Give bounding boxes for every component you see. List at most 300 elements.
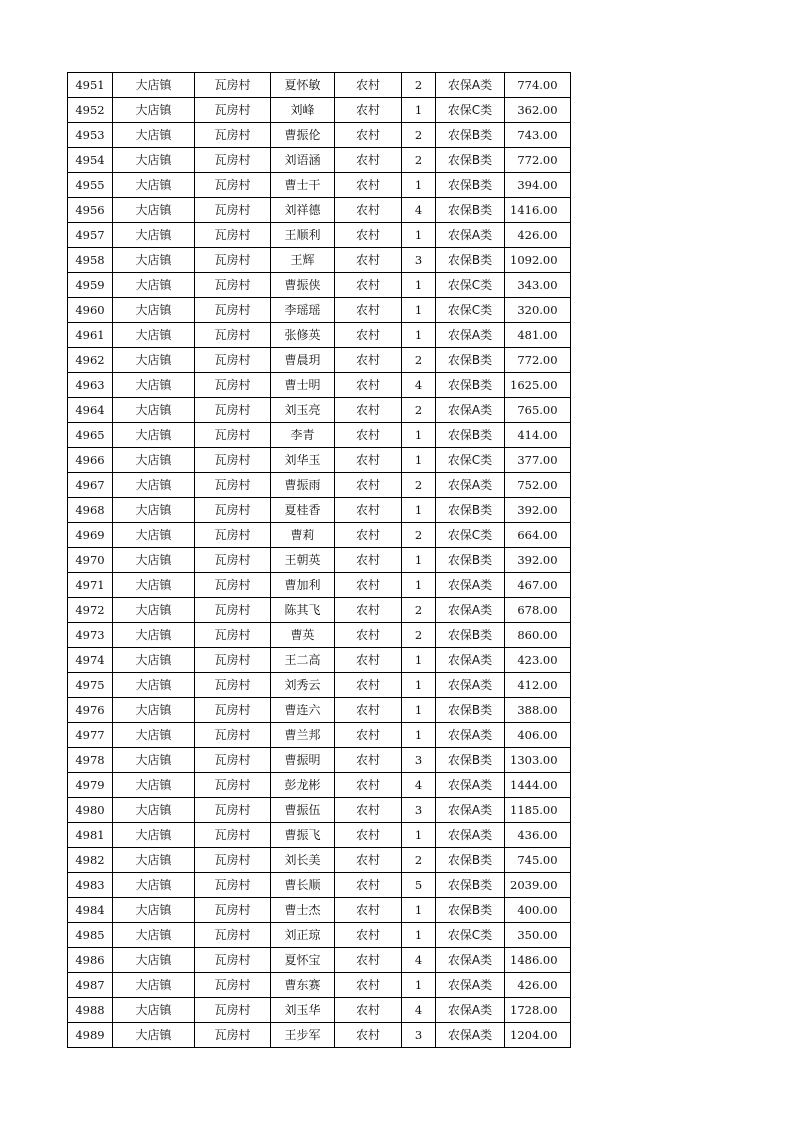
table-row xyxy=(68,423,571,448)
cell-amount: 743.00 xyxy=(505,123,571,148)
cell-member-count: 3 xyxy=(402,748,436,773)
table-row xyxy=(68,548,571,573)
cell-town: 大店镇 xyxy=(113,448,195,473)
table-row xyxy=(68,573,571,598)
cell-amount: 423.00 xyxy=(505,648,571,673)
table-row xyxy=(68,973,571,998)
cell-household-type: 农村 xyxy=(335,498,402,523)
cell-member-count: 4 xyxy=(402,373,436,398)
cell-member-count: 1 xyxy=(402,548,436,573)
cell-amount: 406.00 xyxy=(505,723,571,748)
cell-village: 瓦房村 xyxy=(195,223,271,248)
cell-name: 曹士杰 xyxy=(271,898,335,923)
cell-amount: 392.00 xyxy=(505,548,571,573)
cell-town: 大店镇 xyxy=(113,123,195,148)
cell-id: 4969 xyxy=(68,523,113,548)
cell-name: 王步军 xyxy=(271,1023,335,1048)
cell-village: 瓦房村 xyxy=(195,298,271,323)
cell-member-count: 1 xyxy=(402,648,436,673)
cell-village: 瓦房村 xyxy=(195,423,271,448)
cell-member-count: 2 xyxy=(402,473,436,498)
table-row xyxy=(68,198,571,223)
cell-amount: 678.00 xyxy=(505,598,571,623)
cell-category: 农保C类 xyxy=(436,298,505,323)
cell-town: 大店镇 xyxy=(113,648,195,673)
cell-name: 曹连六 xyxy=(271,698,335,723)
cell-amount: 1185.00 xyxy=(505,798,571,823)
cell-name: 刘华玉 xyxy=(271,448,335,473)
cell-household-type: 农村 xyxy=(335,1023,402,1048)
cell-id: 4970 xyxy=(68,548,113,573)
cell-category: 农保A类 xyxy=(436,648,505,673)
cell-village: 瓦房村 xyxy=(195,473,271,498)
cell-category: 农保A类 xyxy=(436,673,505,698)
cell-id: 4979 xyxy=(68,773,113,798)
cell-household-type: 农村 xyxy=(335,148,402,173)
cell-amount: 1625.00 xyxy=(505,373,571,398)
cell-name: 曹振雨 xyxy=(271,473,335,498)
cell-amount: 1486.00 xyxy=(505,948,571,973)
cell-household-type: 农村 xyxy=(335,823,402,848)
cell-member-count: 3 xyxy=(402,248,436,273)
cell-category: 农保A类 xyxy=(436,73,505,98)
cell-household-type: 农村 xyxy=(335,573,402,598)
cell-name: 刘语涵 xyxy=(271,148,335,173)
cell-amount: 745.00 xyxy=(505,848,571,873)
cell-amount: 394.00 xyxy=(505,173,571,198)
cell-village: 瓦房村 xyxy=(195,373,271,398)
cell-village: 瓦房村 xyxy=(195,323,271,348)
cell-town: 大店镇 xyxy=(113,173,195,198)
cell-name: 刘秀云 xyxy=(271,673,335,698)
cell-amount: 467.00 xyxy=(505,573,571,598)
cell-member-count: 1 xyxy=(402,223,436,248)
cell-id: 4987 xyxy=(68,973,113,998)
cell-household-type: 农村 xyxy=(335,298,402,323)
cell-category: 农保C类 xyxy=(436,523,505,548)
cell-id: 4957 xyxy=(68,223,113,248)
cell-town: 大店镇 xyxy=(113,273,195,298)
cell-town: 大店镇 xyxy=(113,1023,195,1048)
cell-town: 大店镇 xyxy=(113,973,195,998)
cell-member-count: 2 xyxy=(402,398,436,423)
cell-category: 农保A类 xyxy=(436,823,505,848)
cell-amount: 426.00 xyxy=(505,223,571,248)
cell-category: 农保B类 xyxy=(436,898,505,923)
cell-member-count: 1 xyxy=(402,898,436,923)
cell-amount: 436.00 xyxy=(505,823,571,848)
cell-town: 大店镇 xyxy=(113,148,195,173)
cell-id: 4962 xyxy=(68,348,113,373)
cell-id: 4973 xyxy=(68,623,113,648)
cell-member-count: 1 xyxy=(402,973,436,998)
cell-town: 大店镇 xyxy=(113,873,195,898)
cell-id: 4984 xyxy=(68,898,113,923)
cell-household-type: 农村 xyxy=(335,373,402,398)
cell-member-count: 4 xyxy=(402,998,436,1023)
table-row xyxy=(68,273,571,298)
table-row xyxy=(68,873,571,898)
cell-household-type: 农村 xyxy=(335,348,402,373)
table-row xyxy=(68,98,571,123)
cell-category: 农保B类 xyxy=(436,548,505,573)
table-row xyxy=(68,673,571,698)
table-row xyxy=(68,173,571,198)
cell-town: 大店镇 xyxy=(113,348,195,373)
cell-category: 农保B类 xyxy=(436,873,505,898)
cell-household-type: 农村 xyxy=(335,173,402,198)
cell-member-count: 1 xyxy=(402,723,436,748)
cell-category: 农保B类 xyxy=(436,623,505,648)
cell-village: 瓦房村 xyxy=(195,848,271,873)
table-row xyxy=(68,748,571,773)
cell-name: 夏怀宝 xyxy=(271,948,335,973)
cell-amount: 1092.00 xyxy=(505,248,571,273)
cell-household-type: 农村 xyxy=(335,73,402,98)
cell-name: 王朝英 xyxy=(271,548,335,573)
cell-household-type: 农村 xyxy=(335,248,402,273)
cell-town: 大店镇 xyxy=(113,773,195,798)
cell-name: 王辉 xyxy=(271,248,335,273)
cell-village: 瓦房村 xyxy=(195,273,271,298)
cell-amount: 481.00 xyxy=(505,323,571,348)
cell-member-count: 1 xyxy=(402,323,436,348)
table-row xyxy=(68,698,571,723)
cell-village: 瓦房村 xyxy=(195,148,271,173)
cell-id: 4958 xyxy=(68,248,113,273)
cell-town: 大店镇 xyxy=(113,373,195,398)
table-row xyxy=(68,73,571,98)
cell-amount: 664.00 xyxy=(505,523,571,548)
cell-town: 大店镇 xyxy=(113,798,195,823)
cell-village: 瓦房村 xyxy=(195,998,271,1023)
cell-name: 夏怀敏 xyxy=(271,73,335,98)
cell-member-count: 2 xyxy=(402,598,436,623)
cell-category: 农保B类 xyxy=(436,373,505,398)
cell-category: 农保B类 xyxy=(436,148,505,173)
cell-amount: 772.00 xyxy=(505,148,571,173)
cell-household-type: 农村 xyxy=(335,998,402,1023)
cell-member-count: 4 xyxy=(402,198,436,223)
cell-town: 大店镇 xyxy=(113,473,195,498)
cell-category: 农保A类 xyxy=(436,323,505,348)
table-row xyxy=(68,398,571,423)
cell-village: 瓦房村 xyxy=(195,873,271,898)
cell-household-type: 农村 xyxy=(335,473,402,498)
cell-household-type: 农村 xyxy=(335,923,402,948)
cell-village: 瓦房村 xyxy=(195,773,271,798)
cell-name: 曹振飞 xyxy=(271,823,335,848)
cell-member-count: 1 xyxy=(402,298,436,323)
cell-village: 瓦房村 xyxy=(195,123,271,148)
cell-amount: 752.00 xyxy=(505,473,571,498)
cell-village: 瓦房村 xyxy=(195,398,271,423)
cell-name: 曹振伍 xyxy=(271,798,335,823)
cell-category: 农保B类 xyxy=(436,698,505,723)
cell-category: 农保A类 xyxy=(436,223,505,248)
cell-amount: 343.00 xyxy=(505,273,571,298)
cell-village: 瓦房村 xyxy=(195,98,271,123)
cell-category: 农保B类 xyxy=(436,123,505,148)
cell-member-count: 2 xyxy=(402,123,436,148)
cell-id: 4977 xyxy=(68,723,113,748)
cell-member-count: 2 xyxy=(402,348,436,373)
cell-category: 农保A类 xyxy=(436,773,505,798)
cell-household-type: 农村 xyxy=(335,848,402,873)
table-row xyxy=(68,823,571,848)
cell-village: 瓦房村 xyxy=(195,948,271,973)
cell-category: 农保A类 xyxy=(436,798,505,823)
cell-member-count: 4 xyxy=(402,948,436,973)
cell-amount: 774.00 xyxy=(505,73,571,98)
cell-id: 4971 xyxy=(68,573,113,598)
cell-name: 曹士明 xyxy=(271,373,335,398)
cell-village: 瓦房村 xyxy=(195,923,271,948)
cell-name: 彭龙彬 xyxy=(271,773,335,798)
cell-village: 瓦房村 xyxy=(195,748,271,773)
cell-amount: 1204.00 xyxy=(505,1023,571,1048)
table-row xyxy=(68,248,571,273)
cell-member-count: 1 xyxy=(402,173,436,198)
cell-village: 瓦房村 xyxy=(195,798,271,823)
cell-household-type: 农村 xyxy=(335,98,402,123)
cell-category: 农保B类 xyxy=(436,348,505,373)
cell-household-type: 农村 xyxy=(335,723,402,748)
cell-town: 大店镇 xyxy=(113,598,195,623)
cell-id: 4980 xyxy=(68,798,113,823)
cell-name: 曹莉 xyxy=(271,523,335,548)
cell-household-type: 农村 xyxy=(335,323,402,348)
cell-member-count: 1 xyxy=(402,423,436,448)
cell-village: 瓦房村 xyxy=(195,598,271,623)
table-row xyxy=(68,448,571,473)
cell-village: 瓦房村 xyxy=(195,498,271,523)
cell-id: 4983 xyxy=(68,873,113,898)
cell-id: 4952 xyxy=(68,98,113,123)
cell-village: 瓦房村 xyxy=(195,448,271,473)
allowance-table xyxy=(67,72,571,1048)
cell-village: 瓦房村 xyxy=(195,73,271,98)
cell-amount: 1728.00 xyxy=(505,998,571,1023)
table-row xyxy=(68,298,571,323)
table-row xyxy=(68,223,571,248)
table-row xyxy=(68,848,571,873)
table-row xyxy=(68,148,571,173)
cell-member-count: 2 xyxy=(402,623,436,648)
cell-category: 农保C类 xyxy=(436,98,505,123)
cell-household-type: 农村 xyxy=(335,673,402,698)
cell-id: 4968 xyxy=(68,498,113,523)
cell-name: 刘长美 xyxy=(271,848,335,873)
cell-member-count: 5 xyxy=(402,873,436,898)
cell-name: 曹振侠 xyxy=(271,273,335,298)
cell-amount: 426.00 xyxy=(505,973,571,998)
cell-name: 刘峰 xyxy=(271,98,335,123)
cell-amount: 320.00 xyxy=(505,298,571,323)
cell-id: 4988 xyxy=(68,998,113,1023)
cell-id: 4963 xyxy=(68,373,113,398)
cell-household-type: 农村 xyxy=(335,773,402,798)
cell-id: 4951 xyxy=(68,73,113,98)
cell-category: 农保B类 xyxy=(436,173,505,198)
cell-id: 4967 xyxy=(68,473,113,498)
cell-household-type: 农村 xyxy=(335,423,402,448)
cell-id: 4978 xyxy=(68,748,113,773)
cell-name: 李青 xyxy=(271,423,335,448)
cell-village: 瓦房村 xyxy=(195,698,271,723)
cell-category: 农保B类 xyxy=(436,248,505,273)
table-row xyxy=(68,373,571,398)
cell-name: 刘正琼 xyxy=(271,923,335,948)
cell-amount: 412.00 xyxy=(505,673,571,698)
cell-name: 夏桂香 xyxy=(271,498,335,523)
cell-category: 农保A类 xyxy=(436,398,505,423)
cell-town: 大店镇 xyxy=(113,748,195,773)
cell-household-type: 农村 xyxy=(335,648,402,673)
cell-category: 农保B类 xyxy=(436,498,505,523)
cell-name: 曹长顺 xyxy=(271,873,335,898)
cell-town: 大店镇 xyxy=(113,623,195,648)
cell-village: 瓦房村 xyxy=(195,673,271,698)
cell-amount: 377.00 xyxy=(505,448,571,473)
table-row xyxy=(68,1023,571,1048)
cell-household-type: 农村 xyxy=(335,448,402,473)
cell-household-type: 农村 xyxy=(335,748,402,773)
cell-member-count: 2 xyxy=(402,148,436,173)
table-row xyxy=(68,898,571,923)
table-row xyxy=(68,348,571,373)
cell-category: 农保C类 xyxy=(436,923,505,948)
cell-member-count: 1 xyxy=(402,498,436,523)
cell-category: 农保B类 xyxy=(436,748,505,773)
cell-town: 大店镇 xyxy=(113,248,195,273)
cell-amount: 860.00 xyxy=(505,623,571,648)
cell-member-count: 2 xyxy=(402,73,436,98)
cell-town: 大店镇 xyxy=(113,423,195,448)
table-row xyxy=(68,598,571,623)
cell-id: 4959 xyxy=(68,273,113,298)
cell-village: 瓦房村 xyxy=(195,823,271,848)
cell-category: 农保A类 xyxy=(436,473,505,498)
cell-name: 曹加利 xyxy=(271,573,335,598)
cell-town: 大店镇 xyxy=(113,823,195,848)
cell-member-count: 4 xyxy=(402,773,436,798)
cell-village: 瓦房村 xyxy=(195,198,271,223)
cell-town: 大店镇 xyxy=(113,673,195,698)
cell-member-count: 1 xyxy=(402,673,436,698)
cell-id: 4985 xyxy=(68,923,113,948)
table-row xyxy=(68,498,571,523)
cell-id: 4964 xyxy=(68,398,113,423)
cell-town: 大店镇 xyxy=(113,998,195,1023)
cell-category: 农保C类 xyxy=(436,448,505,473)
cell-town: 大店镇 xyxy=(113,698,195,723)
cell-village: 瓦房村 xyxy=(195,973,271,998)
table-row xyxy=(68,923,571,948)
cell-id: 4972 xyxy=(68,598,113,623)
cell-amount: 414.00 xyxy=(505,423,571,448)
cell-town: 大店镇 xyxy=(113,923,195,948)
table-row xyxy=(68,523,571,548)
table-body xyxy=(68,73,571,1048)
cell-amount: 1303.00 xyxy=(505,748,571,773)
cell-id: 4955 xyxy=(68,173,113,198)
cell-village: 瓦房村 xyxy=(195,648,271,673)
cell-household-type: 农村 xyxy=(335,948,402,973)
cell-amount: 1416.00 xyxy=(505,198,571,223)
cell-town: 大店镇 xyxy=(113,73,195,98)
cell-name: 王二高 xyxy=(271,648,335,673)
cell-household-type: 农村 xyxy=(335,523,402,548)
cell-village: 瓦房村 xyxy=(195,248,271,273)
table-row xyxy=(68,623,571,648)
table-row xyxy=(68,998,571,1023)
cell-town: 大店镇 xyxy=(113,398,195,423)
table-row xyxy=(68,798,571,823)
cell-id: 4954 xyxy=(68,148,113,173)
cell-member-count: 3 xyxy=(402,1023,436,1048)
table-row xyxy=(68,723,571,748)
cell-household-type: 农村 xyxy=(335,223,402,248)
cell-village: 瓦房村 xyxy=(195,173,271,198)
cell-town: 大店镇 xyxy=(113,948,195,973)
cell-id: 4965 xyxy=(68,423,113,448)
cell-id: 4976 xyxy=(68,698,113,723)
cell-category: 农保A类 xyxy=(436,948,505,973)
cell-name: 曹东赛 xyxy=(271,973,335,998)
cell-id: 4953 xyxy=(68,123,113,148)
cell-household-type: 农村 xyxy=(335,123,402,148)
cell-category: 农保C类 xyxy=(436,273,505,298)
cell-name: 曹兰邦 xyxy=(271,723,335,748)
cell-category: 农保A类 xyxy=(436,973,505,998)
cell-category: 农保B类 xyxy=(436,198,505,223)
table-row xyxy=(68,123,571,148)
cell-member-count: 1 xyxy=(402,923,436,948)
cell-category: 农保A类 xyxy=(436,1023,505,1048)
cell-household-type: 农村 xyxy=(335,273,402,298)
cell-town: 大店镇 xyxy=(113,848,195,873)
cell-category: 农保A类 xyxy=(436,723,505,748)
cell-amount: 362.00 xyxy=(505,98,571,123)
cell-id: 4975 xyxy=(68,673,113,698)
cell-household-type: 农村 xyxy=(335,798,402,823)
cell-id: 4974 xyxy=(68,648,113,673)
cell-id: 4986 xyxy=(68,948,113,973)
cell-category: 农保A类 xyxy=(436,598,505,623)
cell-member-count: 1 xyxy=(402,448,436,473)
cell-member-count: 1 xyxy=(402,573,436,598)
cell-member-count: 2 xyxy=(402,523,436,548)
cell-name: 刘玉亮 xyxy=(271,398,335,423)
cell-town: 大店镇 xyxy=(113,198,195,223)
cell-household-type: 农村 xyxy=(335,898,402,923)
cell-town: 大店镇 xyxy=(113,523,195,548)
table-row xyxy=(68,473,571,498)
cell-town: 大店镇 xyxy=(113,98,195,123)
cell-id: 4981 xyxy=(68,823,113,848)
cell-amount: 1444.00 xyxy=(505,773,571,798)
cell-category: 农保B类 xyxy=(436,848,505,873)
cell-town: 大店镇 xyxy=(113,298,195,323)
cell-name: 曹英 xyxy=(271,623,335,648)
cell-id: 4961 xyxy=(68,323,113,348)
cell-member-count: 3 xyxy=(402,798,436,823)
cell-amount: 392.00 xyxy=(505,498,571,523)
cell-town: 大店镇 xyxy=(113,323,195,348)
cell-town: 大店镇 xyxy=(113,223,195,248)
cell-household-type: 农村 xyxy=(335,873,402,898)
